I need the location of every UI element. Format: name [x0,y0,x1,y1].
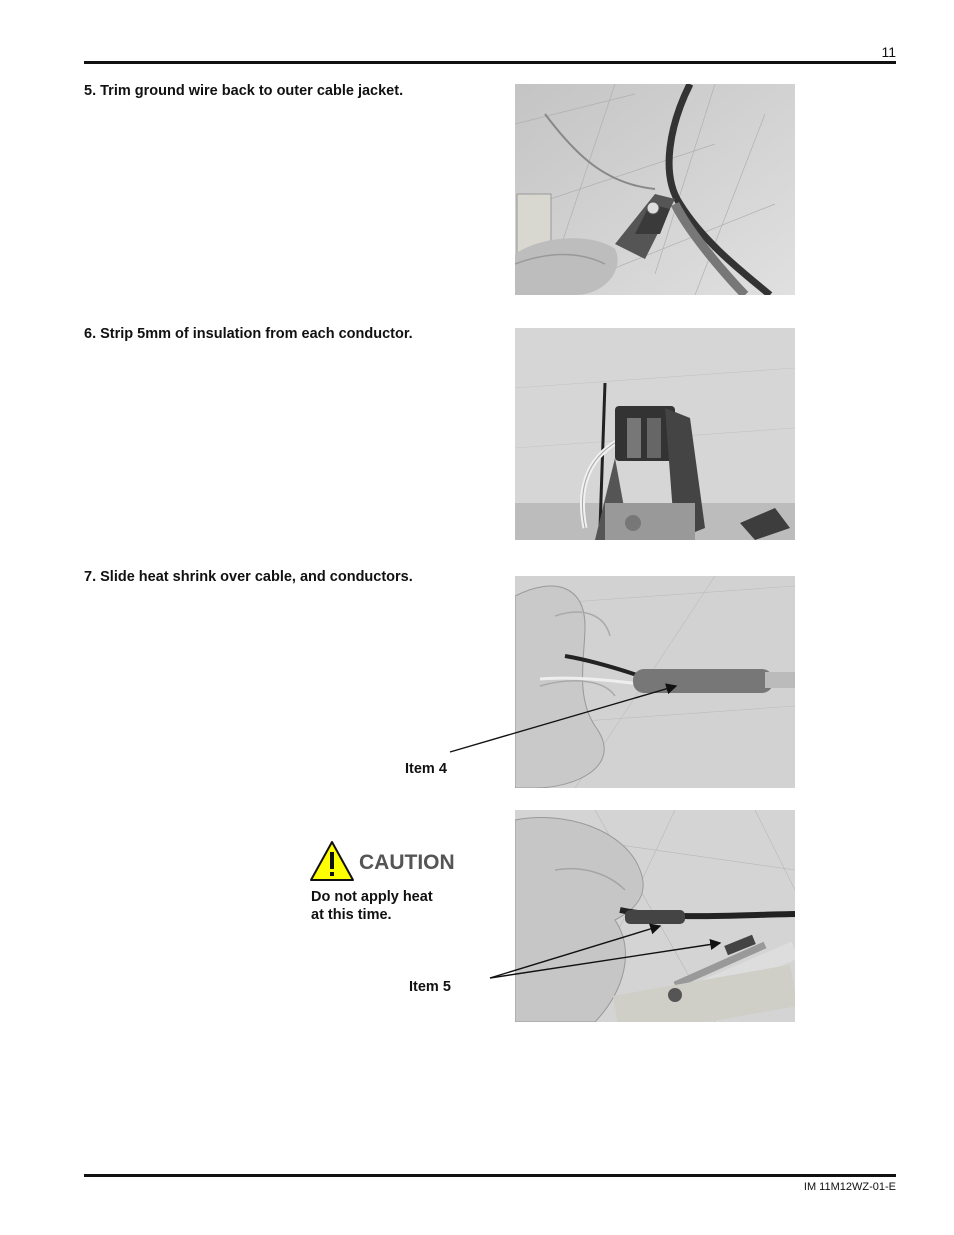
step-7-text: 7. Slide heat shrink over cable, and conductors. [84,569,413,585]
leader-item-5-a [490,926,660,978]
footer-doc-id: IM 11M12WZ-01-E [803,1181,896,1193]
leader-item-5-b [490,943,720,978]
page-number: 11 [881,44,896,60]
footer-rule [84,1174,896,1177]
caution-title: CAUTION [359,851,455,874]
callout-item-5: Item 5 [409,979,451,995]
step-5-text: 5. Trim ground wire back to outer cable jacket. [84,83,404,99]
caution-line-1: Do not apply heat [311,889,433,905]
step-6-text: 6. Strip 5mm of insulation from each conductor. [84,326,413,342]
leader-item-4 [450,686,676,752]
caution-line-2: at this time. [311,907,392,923]
callout-item-4: Item 4 [405,761,447,777]
